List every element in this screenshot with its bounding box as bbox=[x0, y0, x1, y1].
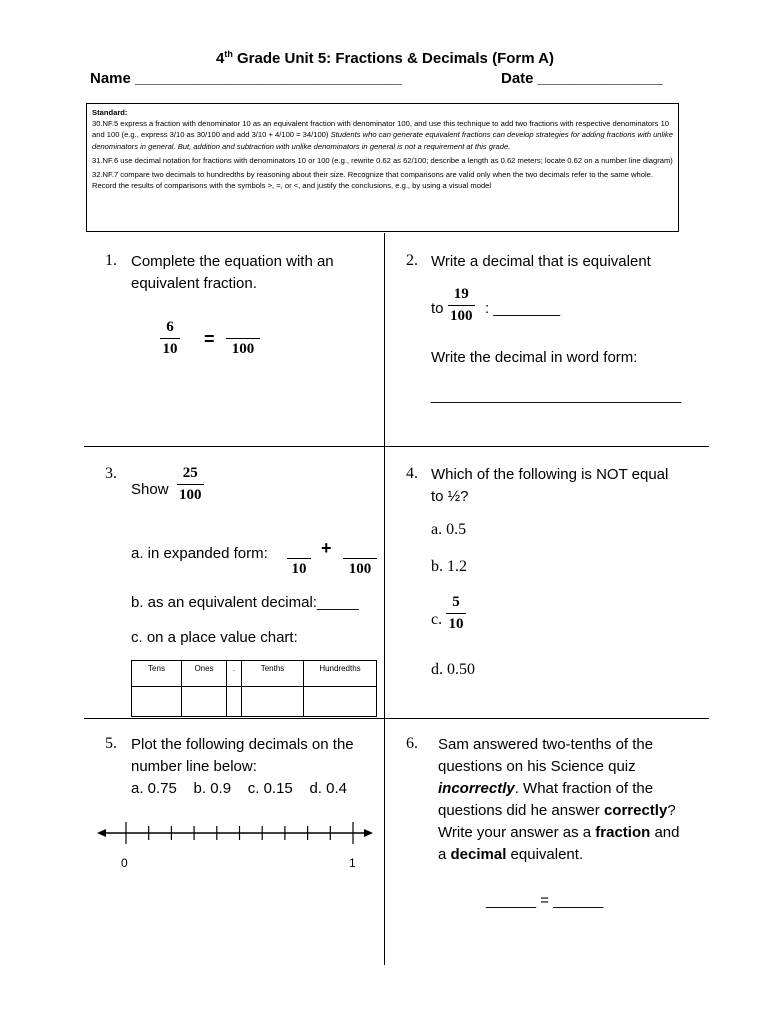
number-line-label-zero: 0 bbox=[121, 856, 128, 870]
row-divider-2 bbox=[84, 718, 709, 719]
q4-option-c-label[interactable]: c. bbox=[431, 611, 443, 628]
q1-number: 1. bbox=[105, 252, 117, 269]
standards-box bbox=[86, 103, 679, 232]
q2-word-form-line[interactable]: ______________________________ bbox=[431, 387, 682, 404]
pv-cell-tenths[interactable] bbox=[242, 687, 304, 717]
pv-cell-tens[interactable] bbox=[132, 687, 182, 717]
standard-30: 30.NF.5 express a fraction with denominator 10 as an equivalent fraction with denominator 100, and use this technique to add two fractions with respective denominators 10 and 100 (e.g., express 3/10 as 30/100 and add 3/10 + 4/100 = 34/100) Students who can generate equivalent fractions can develop strategies for adding fractions with unlike denominators in general. But, addition and subtraction with unlike denominators in general is not a requirement at this grade. bbox=[92, 119, 673, 151]
pv-header-tens: Tens bbox=[132, 661, 182, 687]
q2-to: to bbox=[431, 300, 444, 317]
q3-number: 3. bbox=[105, 465, 117, 482]
q4-prompt: Which of the following is NOT equal to ½? bbox=[431, 466, 669, 505]
q1-equals: = bbox=[204, 329, 215, 349]
q6-prompt: Sam answered two-tenths of the questions on his Science quiz incorrectly. What fraction of the questions did he answer correctly? Write your answer as a fraction and a decimal equivalent. bbox=[438, 736, 680, 863]
q2-fraction: $\frac{19}{100}$ bbox=[450, 286, 473, 324]
place-value-chart bbox=[131, 660, 377, 717]
q3-expanded-tenths[interactable]: 10 bbox=[287, 539, 311, 578]
q4-number: 4. bbox=[406, 465, 418, 482]
q4-option-b[interactable]: b. 1.2 bbox=[431, 558, 467, 575]
q3-show: Show bbox=[131, 481, 169, 498]
pv-cell-hundredths[interactable] bbox=[304, 687, 377, 717]
worksheet-title: 4th Grade Unit 5: Fractions & Decimals (Form A) bbox=[215, 49, 555, 67]
q2-decimal-blank[interactable]: : ________ bbox=[485, 300, 561, 317]
number-line[interactable] bbox=[95, 816, 375, 856]
pv-header-ones: Ones bbox=[182, 661, 227, 687]
pv-header-point: . bbox=[227, 661, 242, 687]
date-field[interactable]: Date _______________ bbox=[501, 70, 663, 87]
q5-prompt: Plot the following decimals on the number line below: a. 0.75 b. 0.9 c. 0.15 d. 0.4 bbox=[131, 736, 354, 797]
q3-fraction: $\frac{25}{100}$ bbox=[179, 465, 202, 503]
q3-expanded-hundredths[interactable]: 100 bbox=[343, 539, 377, 578]
q2-prompt: Write a decimal that is equivalent bbox=[431, 253, 651, 270]
q4-option-a[interactable]: a. 0.5 bbox=[431, 521, 467, 538]
number-line-left-arrow bbox=[97, 829, 106, 837]
q5-number: 5. bbox=[105, 735, 117, 752]
pv-cell-ones[interactable] bbox=[182, 687, 227, 717]
q3-chart-label: c. on a place value chart: bbox=[131, 629, 298, 646]
standard-32: 32.NF.7 compare two decimals to hundredths by reasoning about their size. Recognize that comparisons are valid only when the two decimals refer to the same whole. Record the results of comparisons with the symbols >, =, or <, and justify the conclusions, e.g., by using a visual model bbox=[92, 170, 653, 191]
q6-number: 6. bbox=[406, 735, 418, 752]
number-line-label-one: 1 bbox=[349, 856, 356, 870]
name-field[interactable]: Name ________________________________ bbox=[90, 70, 402, 87]
q3-plus: + bbox=[321, 538, 332, 558]
q3-expanded-label: a. in expanded form: bbox=[131, 545, 268, 562]
q1-prompt: Complete the equation with an equivalent fraction. bbox=[131, 253, 334, 292]
pv-cell-point[interactable] bbox=[227, 687, 242, 717]
q4-option-d[interactable]: d. 0.50 bbox=[431, 661, 475, 678]
standards-heading: Standard: bbox=[92, 108, 128, 117]
q2-number: 2. bbox=[406, 252, 418, 269]
q2-word-form-prompt: Write the decimal in word form: bbox=[431, 349, 638, 366]
q1-fraction-answer[interactable]: 100 bbox=[226, 319, 260, 358]
q1-fraction-given: $\frac{6}{10}$ bbox=[160, 319, 180, 358]
q4-option-c-fraction: $\frac{5}{10}$ bbox=[446, 594, 466, 633]
standard-31: 31.NF.6 use decimal notation for fractions with denominators 10 or 100 (e.g., rewrite 0.62 as 62/100; describe a length as 0.62 meters; locate 0.62 on a number line diagram) bbox=[92, 155, 673, 165]
row-divider-1 bbox=[84, 446, 709, 447]
q3-decimal-label[interactable]: b. as an equivalent decimal:_____ bbox=[131, 594, 359, 611]
pv-header-hundredths: Hundredths bbox=[304, 661, 377, 687]
number-line-right-arrow bbox=[364, 829, 373, 837]
pv-header-tenths: Tenths bbox=[242, 661, 304, 687]
column-divider bbox=[384, 233, 385, 965]
q6-answer-blanks[interactable]: ______ = ______ bbox=[486, 892, 604, 909]
